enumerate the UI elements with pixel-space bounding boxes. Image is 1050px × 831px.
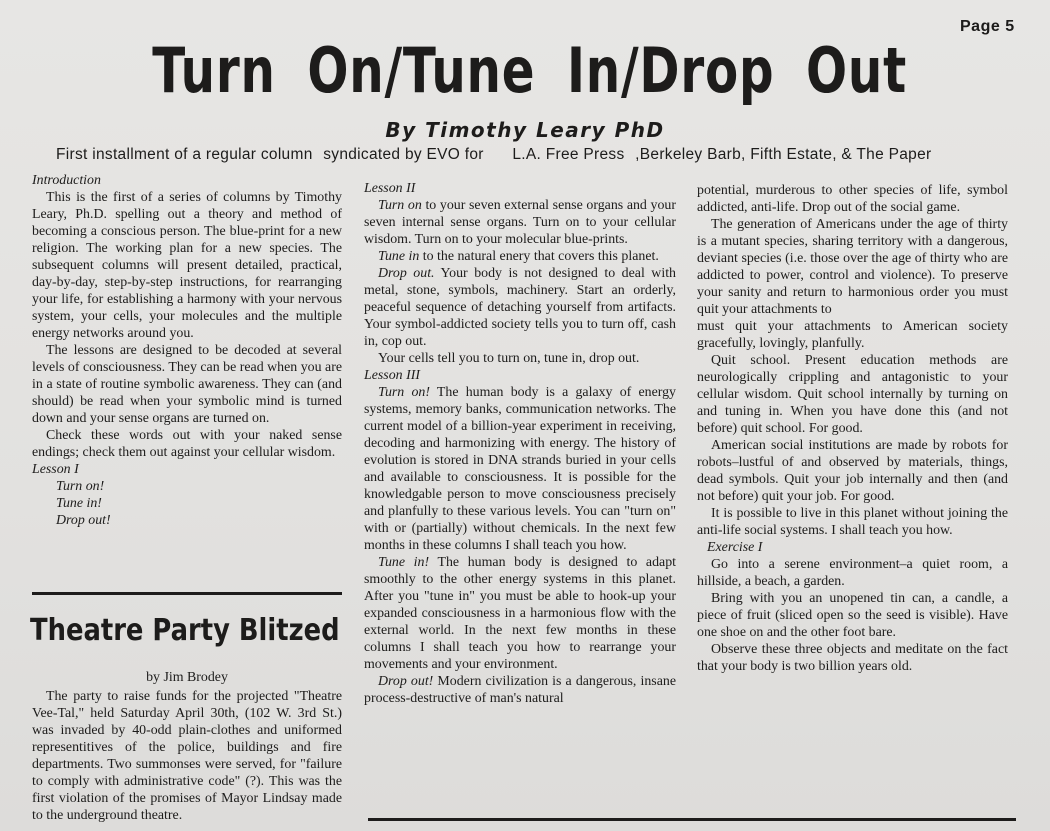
lead-phrase: Turn on	[378, 198, 422, 213]
subhead-part-3: L.A. Free Press	[512, 146, 625, 163]
page-number: Page 5	[960, 18, 1015, 35]
col3-paragraph-5: It is possible to live in this planet without joining the anti-life social systems. I shall teach you how.	[697, 506, 1008, 538]
col2-paragraph-3	[364, 265, 676, 350]
col3-paragraph-2b: must quit your attachments to American society gracefully, lovingly, planfully.	[697, 319, 1008, 351]
lesson-1-heading: Lesson I	[32, 462, 79, 477]
col2-paragraph-7	[364, 673, 676, 707]
col1-paragraph-1: This is the first of a series of columns by Timothy Leary, Ph.D. spelling out a theory and method of becoming a conscious person. The blue-print for a new religion. The working plan for a new species. The subsequent columns will present detailed, practical, day-by-day, step-by-step instructions, for rearranging your life, for establishing a harmony with your nervous system, your cells, your molecules and the multiple energy networks around you.	[32, 190, 342, 341]
theatre-byline: by Jim Brodey	[146, 670, 228, 685]
col2-paragraph-2	[364, 248, 676, 265]
col3-paragraph-7: Bring with you an unopened tin can, a candle, a piece of fruit (sliced open so the seed is visible). Have one shoe on and the other foot bare.	[697, 591, 1008, 640]
col2-paragraph-5	[364, 384, 676, 554]
introduction-heading: Introduction	[32, 173, 101, 188]
subhead-part-4: ,Berkeley Barb, Fifth Estate, & The Paper	[635, 146, 932, 163]
bottom-divider	[368, 818, 1016, 821]
paragraph-text: to the natural enery that covers this planet.	[419, 249, 659, 264]
col2-paragraph-4: Your cells tell you to turn on, tune in, drop out.	[378, 351, 640, 366]
paragraph-text: to your seven external sense organs and your seven internal sense organs. Turn on to your cellular wisdom. Turn on to your molecular blue-prints.	[364, 198, 676, 247]
col3-paragraph-2: The generation of Americans under the age of thirty is a mutant species, sharing territory with a dangerous, deviant species (i.e. those over the age of thirty who are addicted to power, control and violence). To preserve your sanity and return to harmonious order you must quit your attachments to	[697, 217, 1008, 317]
subhead	[56, 146, 1006, 164]
lead-phrase: Drop out.	[378, 266, 435, 281]
column-2	[364, 180, 676, 707]
lesson-1-line: Turn on!	[56, 479, 105, 494]
theatre-paragraph: The party to raise funds for the projected "Theatre Vee-Tal," held Saturday April 30th, (102 W. 3rd St.) was invaded by 40-odd plain-clothes and uniformed representitives of the police, buildings and fire departments. Two summonses were served, for "failure to comply with administrative code" (?). This was the first violation of the promises of Mayor Lindsay made to the underground theatre.	[32, 689, 342, 823]
subhead-part-1: First installment of a regular column	[56, 146, 313, 163]
lead-phrase: Tune in	[378, 249, 420, 264]
section-divider	[32, 592, 342, 595]
lesson-3-heading: Lesson III	[364, 368, 420, 383]
lead-phrase: Tune in!	[378, 555, 430, 570]
lead-phrase: Turn on!	[378, 385, 430, 400]
lesson-1-line: Tune in!	[56, 496, 102, 511]
paragraph-text: Modern civilization is a dangerous, insane process-destructive of man's natural	[364, 674, 676, 706]
column-1	[32, 172, 342, 529]
col1-paragraph-3: Check these words out with your naked sense endings; check them out against your cellular wisdom.	[32, 428, 342, 460]
theatre-article	[32, 688, 342, 831]
col3-paragraph-8: Observe these three objects and meditate on the fact that your body is two billion years old.	[697, 642, 1008, 674]
subhead-part-2: syndicated by EVO for	[323, 146, 484, 163]
paragraph-text: Your body is not designed to deal with metal, stone, symbols, machinery. Start an orderly, peaceful sequence of detaching yourself from artifacts. Your symbol-addicted society tells you to turn off, cash in, cop out.	[364, 266, 676, 349]
col2-paragraph-1	[364, 197, 676, 248]
theatre-headline: Theatre Party Blitzed	[30, 613, 340, 648]
col3-paragraph-1: potential, murderous to other species of life, symbol addicted, anti-life. Drop out of the social game.	[697, 183, 1008, 215]
exercise-1-heading: Exercise I	[707, 540, 763, 555]
col3-paragraph-6: Go into a serene environment–a quiet room, a hillside, a beach, a garden.	[697, 557, 1008, 589]
col3-paragraph-4: American social institutions are made by robots for robots–lustful of and observed by materials, things, dead symbols. Quit your job internally and then (and not before) quit your job. For good.	[697, 438, 1008, 504]
col2-paragraph-6	[364, 554, 676, 673]
column-3	[697, 182, 1008, 675]
byline: By Timothy Leary PhD	[385, 118, 665, 142]
col3-paragraph-3: Quit school. Present education methods are neurologically crippling and antagonistic to your cellular wisdom. Quit school internally by turning on and tuning in. When you have done this (and not before) quit school. For good.	[697, 353, 1008, 436]
headline: Turn On/Tune In/Drop Out	[152, 34, 908, 107]
paragraph-text: The human body is a galaxy of energy systems, memory banks, communication networks. The current model of a billion-year experiment in receiving, decoding and harmonizing with energy. The history of evolution is stored in DNA strands buried in your cells and available to consciousness. It is possible for the knowledgable person to move consciousness precisely and planfully to these various levels. You can "turn on" with or (partially) without chemicals. In the next few months in these columns I shall teach you how.	[364, 385, 676, 553]
paragraph-text: The human body is designed to adapt smoothly to the other energy systems in this planet. After you "tune in" you must be able to hook-up your expanded consciousness in a harmonious flow with the external world. In the next few months in these columns I shall teach you how to rearrange your movements and your environment.	[364, 555, 676, 672]
col1-paragraph-2: The lessons are designed to be decoded at several levels of consciousness. They can be read when you are in a state of routine symbolic awareness. They can (and should) be read when your symbolic mind is turned down and your sense organs are turned on.	[32, 343, 342, 426]
lead-phrase: Drop out!	[378, 674, 434, 689]
lesson-1-line: Drop out!	[56, 513, 111, 528]
lesson-2-heading: Lesson II	[364, 181, 416, 196]
